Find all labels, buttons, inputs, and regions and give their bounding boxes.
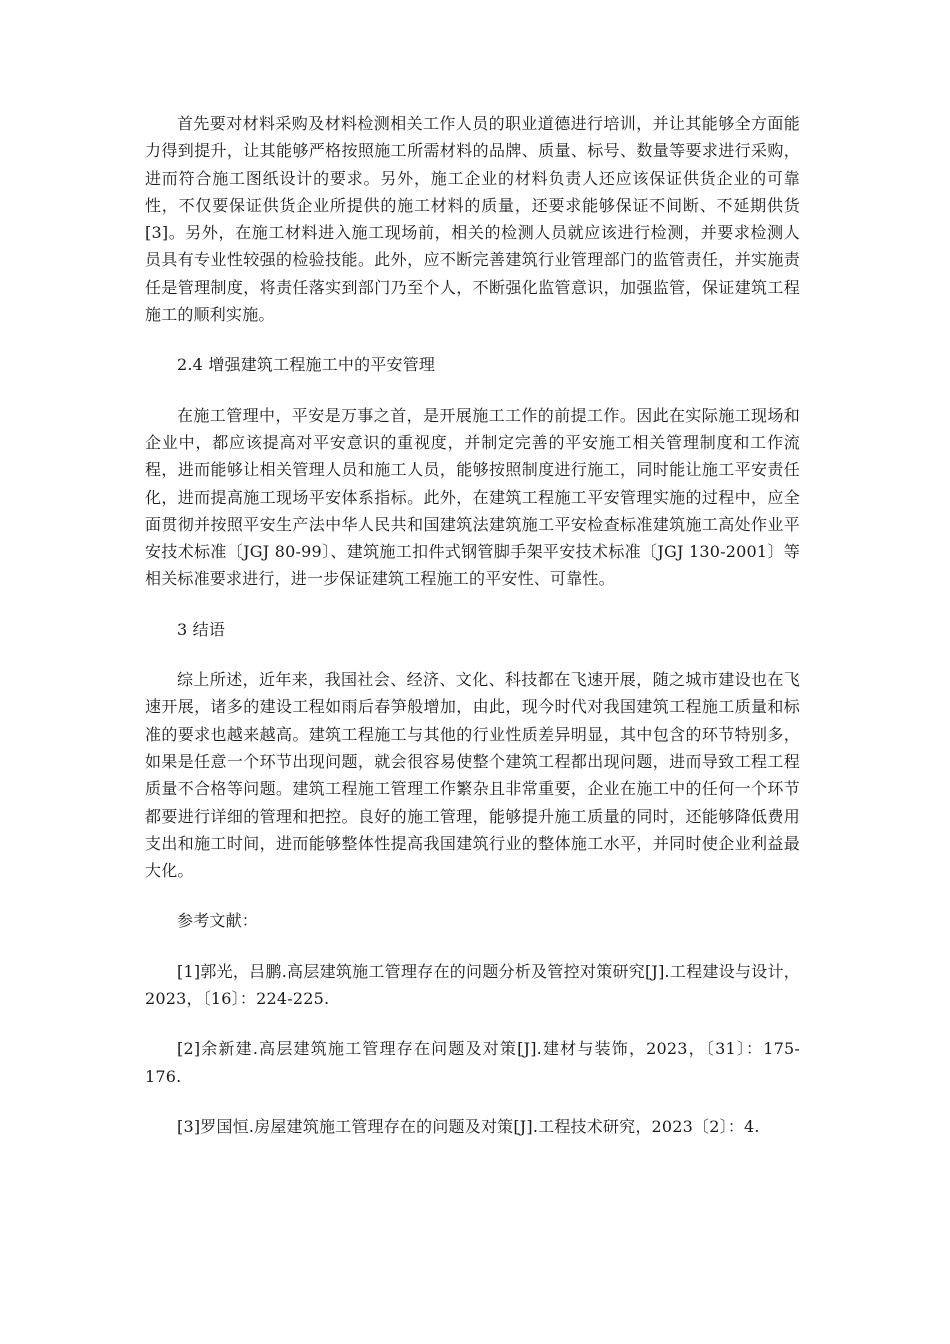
paragraph-safety-management: 在施工管理中，平安是万事之首，是开展施工工作的前提工作。因此在实际施工现场和企业中，都应该提高对平安意识的重视度，并制定完善的平安施工相关管理制度和工作流程，进而能够让相关管理人员和施工人员，能够按照制度进行施工，同时能让施工平安责任化，进而提高施工现场平安体系指标。此外，在建筑工程施工平安管理实施的过程中，应全面贯彻并按照平安生产法中华人民共和国建筑法建筑施工平安检查标准建筑施工高处作业平安技术标准〔JGJ 80-99〕、建筑施工扣件式钢管脚手架平安技术标准〔JGJ 130-2001〕等相关标准要求进行，进一步保证建筑工程施工的平安性、可靠性。: [145, 405, 800, 589]
reference-item-3: [3]罗国恒.房屋建筑施工管理存在的问题及对策[J].工程技术研究，2023〔2〕：4.: [177, 1116, 760, 1136]
paragraph-conclusion: 综上所述，近年来，我国社会、经济、文化、科技都在飞速开展，随之城市建设也在飞速开展，诸多的建设工程如雨后春笋般增加，由此，现今时代对我国建筑工程施工质量和标准的要求也越来越高。建筑工程施工与其他的行业性质差异明显，其中包含的环节特别多，如果是任意一个环节出现问题，就会很容易使整个建筑工程都出现问题，进而导致工程工程质量不合格等问题。建筑工程施工管理工作繁杂且非常重要，企业在施工中的任何一个环节都要进行详细的管理和把控。良好的施工管理，能够提升施工质量的同时，还能够降低费用支出和施工时间，进而能够整体性提高我国建筑行业的整体施工水平，并同时使企业利益最大化。: [145, 670, 800, 881]
section-heading-2-4: 2.4 增强建筑工程施工中的平安管理: [177, 355, 436, 375]
reference-item-1: [1]郭光，吕鹏.高层建筑施工管理存在的问题分析及管控对策研究[J].工程建设与设计，2023，〔16〕：224-225.: [145, 961, 800, 1009]
references-title: 参考文献：: [177, 911, 259, 931]
section-heading-3: 3 结语: [177, 619, 226, 639]
paragraph-material-procurement: 首先要对材料采购及材料检测相关工作人员的职业道德进行培训，并让其能够全方面能力得到提升，让其能够严格按照施工所需材料的品牌、质量、标号、数量等要求进行采购，进而符合施工图纸设计的要求。另外，施工企业的材料负责人还应该保证供货企业的可靠性，不仅要保证供货企业所提供的施工材料的质量，还要求能够保证不间断、不延期供货[3]。另外，在施工材料进入施工现场前，相关的检测人员就应该进行检测，并要求检测人员具有专业性较强的检验技能。此外，应不断完善建筑行业管理部门的监管责任，并实施责任是管理制度，将责任落实到部门乃至个人，不断强化监管意识，加强监管，保证建筑工程施工的顺利实施。: [145, 114, 800, 325]
document-page: [145, 110, 800, 1163]
reference-item-2: [2]余新建.高层建筑施工管理存在问题及对策[J].建材与装饰，2023，〔31〕：175-176.: [145, 1039, 800, 1086]
